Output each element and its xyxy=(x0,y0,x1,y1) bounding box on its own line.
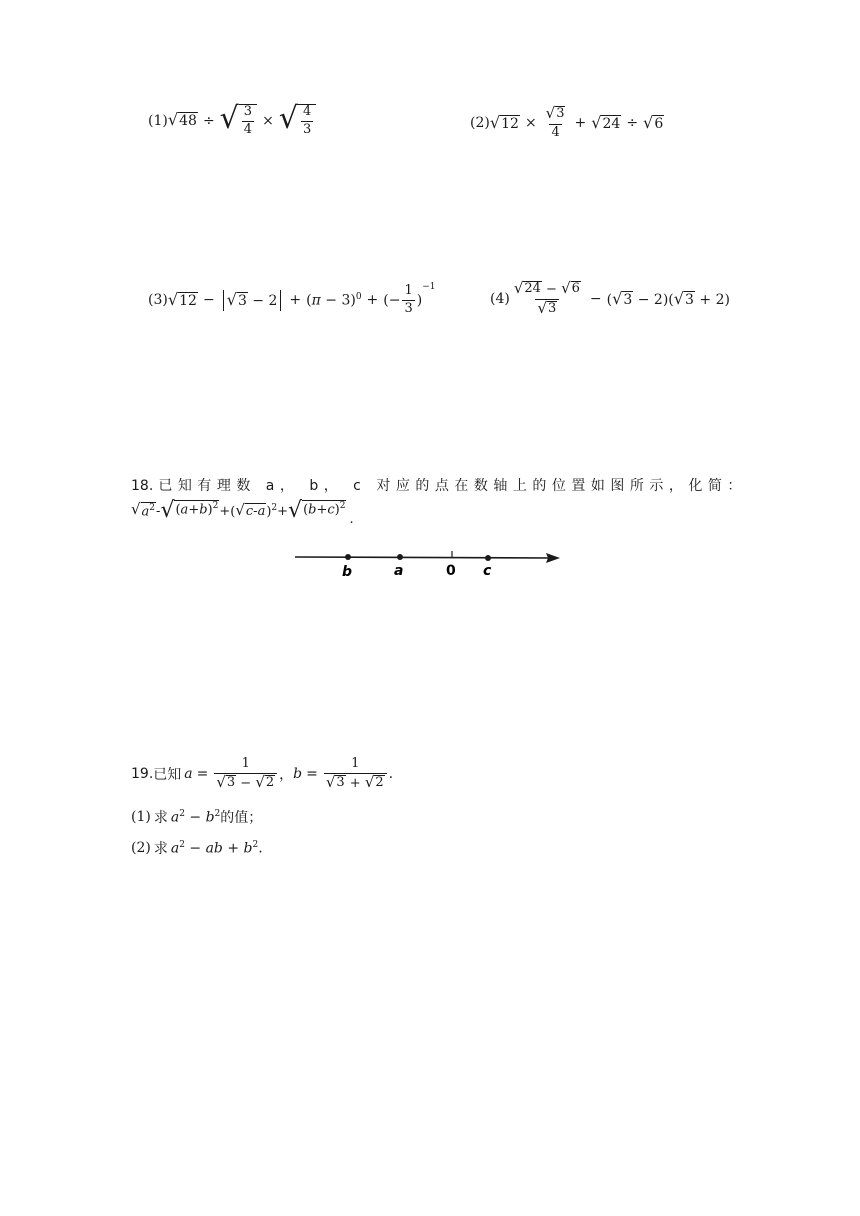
point-b xyxy=(345,554,351,560)
radical: √ $\frac{4}{3}$ xyxy=(279,104,316,138)
label-b: b xyxy=(342,564,353,580)
label-zero: 0 xyxy=(446,563,456,579)
problem-19-part-2: (2) 求 $a^2$ − ab + $b^2$. xyxy=(131,839,263,857)
problem-17-part-4: (4) √ 24 − √ 6 √ 3 − ( √ 3 − 2)( √ 3 + 2) xyxy=(490,279,730,317)
fraction: 1 √ 3 − √ 2 xyxy=(214,757,277,792)
part-label: (4) xyxy=(490,291,510,308)
radical: √ $\frac{3}{4}$ xyxy=(220,104,257,138)
fraction: 1 √ 3 + √ 2 xyxy=(324,757,387,792)
point-a xyxy=(397,554,403,560)
problem-statement: 已知有理数 a， b， c 对应的点在数轴上的位置如图所示，化简： xyxy=(158,478,747,494)
point-c xyxy=(485,555,491,561)
radical: √ 48 xyxy=(167,110,197,130)
fraction: √ 24 − √ 6 √ 3 xyxy=(513,279,580,317)
problem-18-expression: √ $a^2$ - √ $(a+b)^2$ + ( √ c-a )$^2$ + √ $(b+c)^2$ . xyxy=(131,498,354,527)
problem-17-part-2: (2) √ 12 × √ 3 4 + √ 24 ÷ √ 6 xyxy=(470,104,664,140)
label-c: c xyxy=(483,563,492,579)
part-label: (2) xyxy=(470,115,490,132)
problem-17-part-3: (3) √ 12 − √ 3 − 2 + $(\pi - 3)^0$ + (− $\frac{1}{3}$ )$^{-1}$ xyxy=(148,281,436,316)
problem-19-part-1: (1) 求 $a^2 - b^2$ 的值； xyxy=(131,808,263,826)
problem-18-text xyxy=(131,475,747,495)
fraction: √ 3 4 xyxy=(545,104,565,140)
problem-19-statement: 19. 已知 a = 1 √ 3 − √ 2 ， b = 1 √ 3 + √ 2 . xyxy=(131,756,394,791)
part-label: (3) xyxy=(148,292,168,309)
absolute-value: √ 3 − 2 xyxy=(223,290,282,311)
problem-number: 19. xyxy=(131,766,154,783)
axis-line xyxy=(295,557,552,558)
problem-17-part-1: (1) √ 48 ÷ √ $\frac{3}{4}$ × √ $\frac{4}{3}$ xyxy=(148,104,316,138)
number-line xyxy=(290,545,570,585)
arrow-head xyxy=(546,553,560,563)
label-a: a xyxy=(394,563,404,579)
problem-number: 18. xyxy=(131,478,154,494)
part-label: (1) xyxy=(148,112,168,129)
